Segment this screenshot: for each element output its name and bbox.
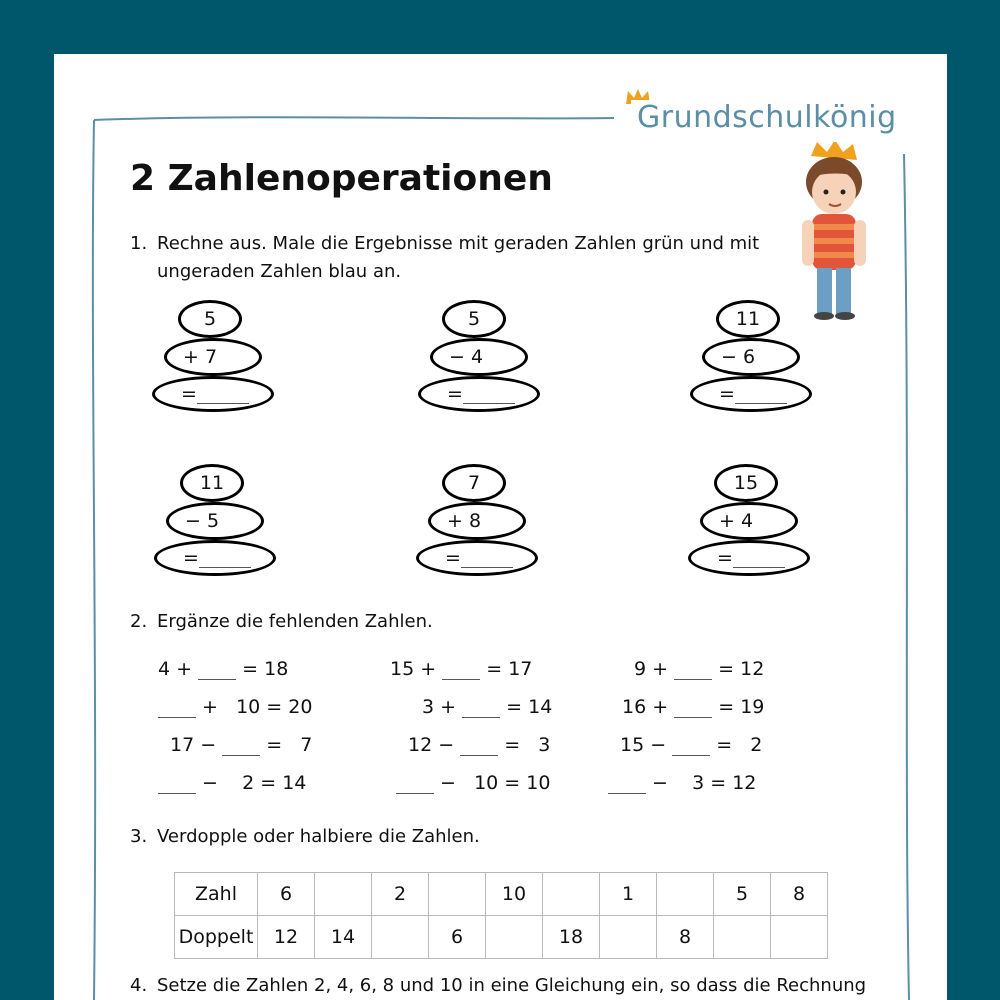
table-cell[interactable]: 6 xyxy=(429,916,486,959)
stone-stack xyxy=(688,464,818,584)
equation: 15 − = 2 xyxy=(620,734,763,756)
answer-blank[interactable] xyxy=(461,549,513,568)
equation-blank[interactable] xyxy=(158,775,196,794)
table-cell[interactable]: 8 xyxy=(771,873,828,916)
stone-operation: + 4 xyxy=(700,502,798,540)
table-cell[interactable] xyxy=(486,916,543,959)
stone-stack xyxy=(154,464,284,584)
stone-result: = xyxy=(154,540,276,576)
equation-blank[interactable] xyxy=(396,775,434,794)
stone-result: = xyxy=(416,540,538,576)
boy-with-crown-illustration xyxy=(789,142,879,322)
stone-top: 11 xyxy=(180,464,244,502)
stone-result: = xyxy=(418,376,540,412)
row-label-zahl: Zahl xyxy=(175,873,258,916)
stone-top: 7 xyxy=(442,464,506,502)
table-cell[interactable] xyxy=(771,916,828,959)
table-cell[interactable]: 2 xyxy=(372,873,429,916)
table-cell[interactable]: 10 xyxy=(486,873,543,916)
equation: 4 + = 18 xyxy=(158,658,289,680)
table-row xyxy=(175,916,828,959)
doubling-table xyxy=(174,872,828,959)
equation: + 10 = 20 xyxy=(158,696,312,718)
equation-blank[interactable] xyxy=(222,737,260,756)
equation: − 10 = 10 xyxy=(396,772,550,794)
stone-operation: + 7 xyxy=(164,338,262,376)
task-3-instruction: Verdopple oder halbiere die Zahlen. xyxy=(157,826,480,847)
task-2-instruction: Ergänze die fehlenden Zahlen. xyxy=(157,611,433,632)
task-2 xyxy=(130,608,530,636)
equation-blank[interactable] xyxy=(460,737,498,756)
task-4-instruction: Setze die Zahlen 2, 4, 6, 8 und 10 in eine Gleichung ein, so dass die Rechnung xyxy=(157,975,867,996)
equation-blank[interactable] xyxy=(442,661,480,680)
answer-blank[interactable] xyxy=(733,549,785,568)
equation: 3 + = 14 xyxy=(422,696,553,718)
table-cell[interactable] xyxy=(600,916,657,959)
equation-blank[interactable] xyxy=(608,775,646,794)
table-cell[interactable]: 14 xyxy=(315,916,372,959)
stone-stack xyxy=(416,464,546,584)
table-cell[interactable] xyxy=(543,873,600,916)
page-title: 2 Zahlenoperationen xyxy=(130,158,553,199)
worksheet-page xyxy=(54,54,947,1000)
equation: − 2 = 14 xyxy=(158,772,306,794)
stone-operation: + 8 xyxy=(428,502,526,540)
task-3-number: 3. xyxy=(130,826,148,847)
table-row xyxy=(175,873,828,916)
equation-blank[interactable] xyxy=(158,699,196,718)
task-4-number: 4. xyxy=(130,975,148,996)
task-1-instruction-line2: ungeraden Zahlen blau an. xyxy=(157,261,402,282)
stone-top: 15 xyxy=(714,464,778,502)
answer-blank[interactable] xyxy=(197,385,249,404)
stone-stack xyxy=(690,300,820,420)
equation-blank[interactable] xyxy=(674,661,712,680)
table-cell[interactable]: 5 xyxy=(714,873,771,916)
table-cell[interactable] xyxy=(714,916,771,959)
equation: 15 + = 17 xyxy=(390,658,533,680)
equation: − 3 = 12 xyxy=(608,772,756,794)
equation-blank[interactable] xyxy=(674,699,712,718)
equation-blank[interactable] xyxy=(198,661,236,680)
equation: 12 − = 3 xyxy=(408,734,551,756)
stone-stack xyxy=(418,300,548,420)
stone-operation: − 5 xyxy=(166,502,264,540)
equation-blank[interactable] xyxy=(462,699,500,718)
table-cell[interactable]: 18 xyxy=(543,916,600,959)
stone-result: = xyxy=(152,376,274,412)
brand-logo: Grundschulkönig xyxy=(631,100,903,135)
task-3 xyxy=(130,823,630,851)
table-cell[interactable]: 6 xyxy=(258,873,315,916)
stone-top: 5 xyxy=(442,300,506,338)
task-1 xyxy=(130,230,760,286)
stone-top: 5 xyxy=(178,300,242,338)
answer-blank[interactable] xyxy=(463,385,515,404)
equation-blank[interactable] xyxy=(672,737,710,756)
answer-blank[interactable] xyxy=(735,385,787,404)
equation: 17 − = 7 xyxy=(170,734,313,756)
stone-result: = xyxy=(690,376,812,412)
stone-result: = xyxy=(688,540,810,576)
equation: 16 + = 19 xyxy=(622,696,765,718)
table-cell[interactable]: 8 xyxy=(657,916,714,959)
task-2-number: 2. xyxy=(130,611,148,632)
task-1-instruction-line1: Rechne aus. Male die Ergebnisse mit geraden Zahlen grün und mit xyxy=(157,233,760,254)
row-label-doppelt: Doppelt xyxy=(175,916,258,959)
stone-operation: − 4 xyxy=(430,338,528,376)
table-cell[interactable]: 1 xyxy=(600,873,657,916)
table-cell[interactable] xyxy=(315,873,372,916)
stone-stack xyxy=(152,300,282,420)
table-cell[interactable] xyxy=(372,916,429,959)
answer-blank[interactable] xyxy=(199,549,251,568)
equation: 9 + = 12 xyxy=(634,658,765,680)
stone-top: 11 xyxy=(716,300,780,338)
table-cell[interactable] xyxy=(429,873,486,916)
table-cell[interactable] xyxy=(657,873,714,916)
task-1-number: 1. xyxy=(130,233,148,254)
stone-operation: − 6 xyxy=(702,338,800,376)
table-cell[interactable]: 12 xyxy=(258,916,315,959)
task-4 xyxy=(130,972,910,1000)
